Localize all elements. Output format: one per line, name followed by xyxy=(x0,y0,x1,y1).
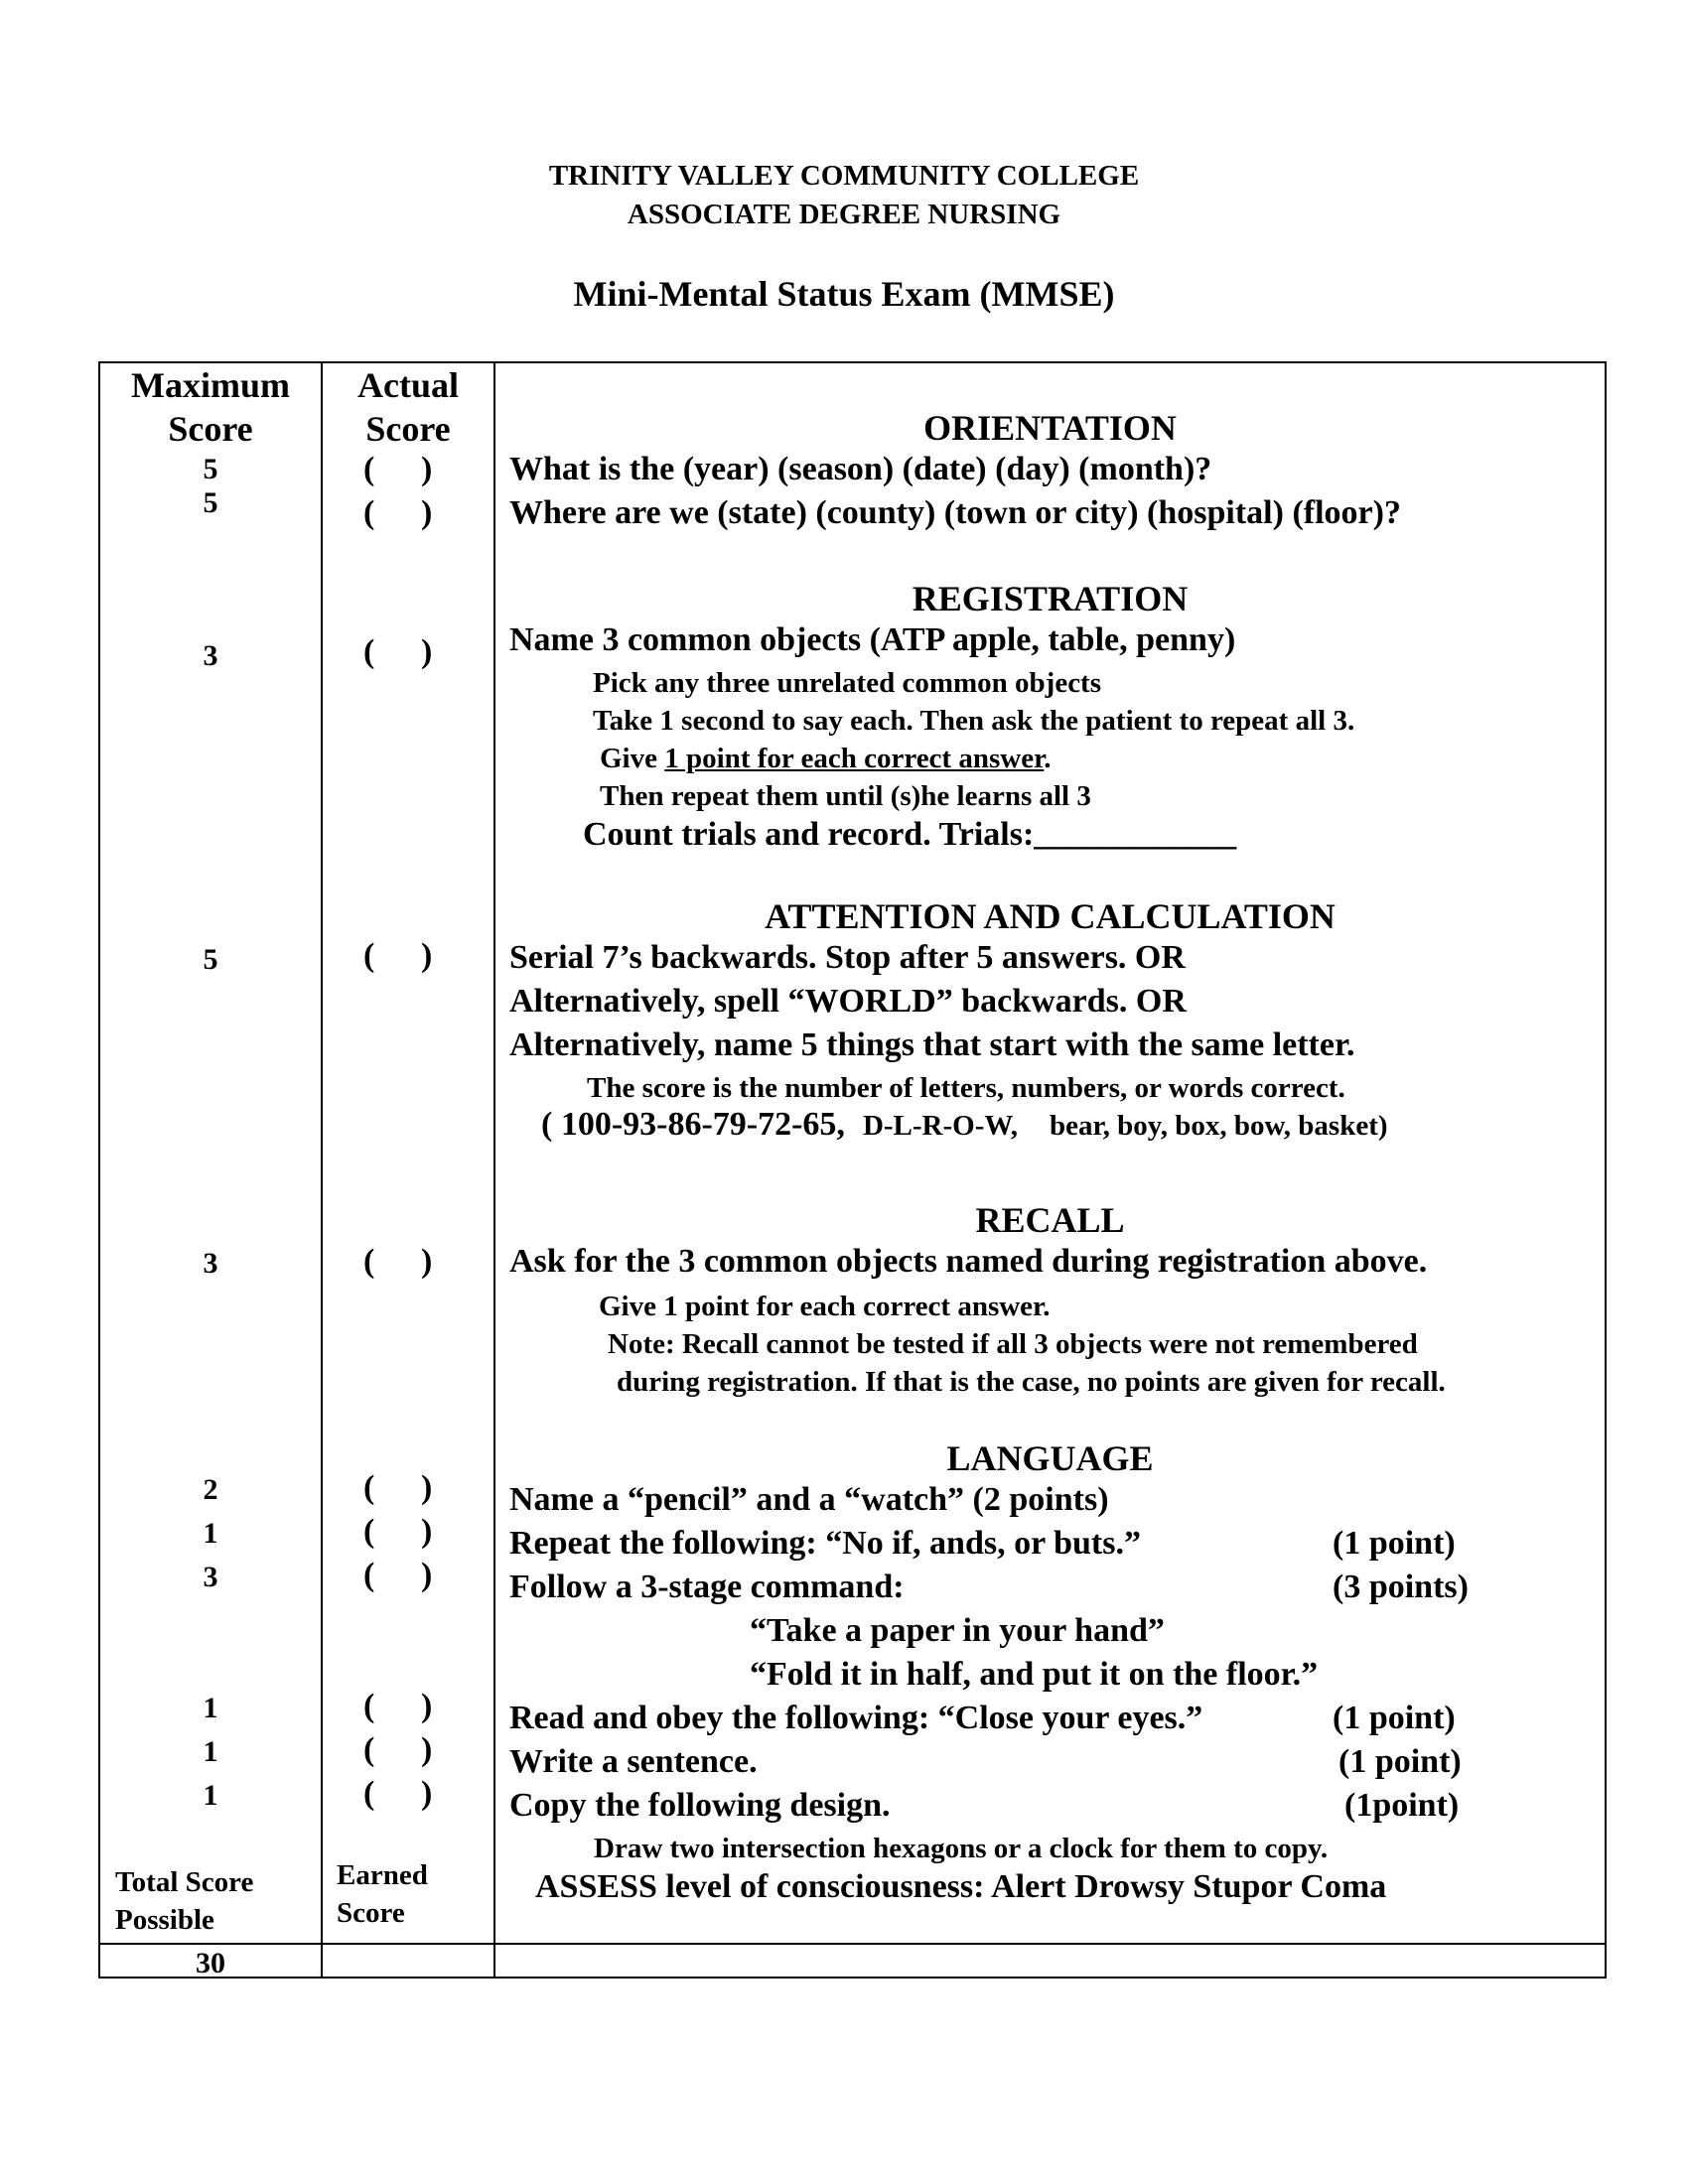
attention-examples xyxy=(541,1106,1388,1144)
language-item-read-obey-points: (1 point) xyxy=(1333,1700,1456,1736)
close-paren: ) xyxy=(421,494,433,531)
page-title: Mini-Mental Status Exam (MMSE) xyxy=(573,274,1115,314)
orientation-q1: What is the (year) (season) (date) (day) (month)? xyxy=(509,451,1212,487)
max-score-orientation-1: 5 xyxy=(203,453,218,485)
earned-score-label-line2: Score xyxy=(337,1897,405,1929)
max-score-language-5: 1 xyxy=(203,1735,218,1768)
recall-main: Ask for the 3 common objects named during registration above. xyxy=(509,1243,1428,1280)
language-heading: LANGUAGE xyxy=(946,1438,1154,1478)
attention-line4: The score is the number of letters, numbers, or words correct. xyxy=(587,1072,1345,1104)
open-paren: ( xyxy=(363,1557,375,1593)
max-score-language-2: 1 xyxy=(203,1517,218,1550)
total-score-value: 30 xyxy=(196,1947,225,1979)
attention-serial7-example: ( 100-93-86-79-72-65, xyxy=(541,1106,845,1143)
assess-consciousness: ASSESS level of consciousness: Alert Drowsy Stupor Coma xyxy=(535,1868,1387,1905)
actual-score-header xyxy=(323,363,493,451)
max-score-language-3: 3 xyxy=(203,1561,218,1593)
max-score-language-1: 2 xyxy=(203,1473,218,1506)
earned-score-field[interactable] xyxy=(323,1945,493,1979)
close-paren: ) xyxy=(421,1469,433,1506)
registration-trials: Count trials and record. Trials:____________ xyxy=(583,816,1237,853)
total-score-label-line2: Possible xyxy=(115,1904,214,1936)
language-item-pencil-watch: Name a “pencil” and a “watch” (2 points) xyxy=(509,1481,1109,1518)
open-paren: ( xyxy=(363,1243,375,1280)
max-score-orientation-2: 5 xyxy=(203,486,218,519)
language-item-command: Follow a 3-stage command: xyxy=(509,1569,905,1605)
program-name: ASSOCIATE DEGREE NURSING xyxy=(627,199,1061,230)
registration-line4: Then repeat them until (s)he learns all 3 xyxy=(600,780,1091,812)
language-item-repeat-points: (1 point) xyxy=(1333,1525,1456,1562)
max-score-language-6: 1 xyxy=(203,1779,218,1812)
language-item-copy: Copy the following design. xyxy=(509,1787,891,1824)
registration-line3 xyxy=(600,743,1052,775)
language-draw-note: Draw two intersection hexagons or a clock for them to copy. xyxy=(594,1833,1329,1864)
total-score-label-line1: Total Score xyxy=(115,1866,254,1898)
orientation-q2: Where are we (state) (county) (town or city) (hospital) (floor)? xyxy=(509,494,1401,531)
language-item-write-points: (1 point) xyxy=(1338,1743,1462,1780)
registration-line3-pre: Give xyxy=(600,743,665,774)
registration-line2: Take 1 second to say each. Then ask the patient to repeat all 3. xyxy=(593,705,1355,737)
attention-heading: ATTENTION AND CALCULATION xyxy=(765,896,1336,936)
language-item-repeat: Repeat the following: “No if, ands, or buts.” xyxy=(509,1525,1141,1562)
max-score-registration: 3 xyxy=(203,639,218,672)
recall-heading: RECALL xyxy=(975,1200,1125,1240)
earned-score-label-line1: Earned xyxy=(337,1859,428,1891)
close-paren: ) xyxy=(421,937,433,974)
open-paren: ( xyxy=(363,494,375,531)
close-paren: ) xyxy=(421,633,433,670)
recall-line2: Note: Recall cannot be tested if all 3 objects were not remembered xyxy=(608,1328,1418,1360)
earned-score-label xyxy=(337,1856,428,1932)
column-divider xyxy=(321,363,323,1977)
language-item-read-obey: Read and obey the following: “Close your eyes.” xyxy=(509,1700,1203,1736)
questions-column xyxy=(495,363,1605,1943)
max-score-attention: 5 xyxy=(203,943,218,976)
actual-score-header-line1: Actual xyxy=(357,365,459,405)
total-score-possible-label xyxy=(115,1863,253,1939)
language-item-command-points: (3 points) xyxy=(1333,1569,1469,1605)
language-item-write: Write a sentence. xyxy=(509,1743,758,1780)
language-command-1: “Take a paper in your hand” xyxy=(750,1612,1165,1649)
open-paren: ( xyxy=(363,1688,375,1724)
recall-line3: during registration. If that is the case, no points are given for recall. xyxy=(617,1366,1446,1398)
close-paren: ) xyxy=(421,1688,433,1724)
orientation-heading: ORIENTATION xyxy=(923,408,1177,448)
language-command-2: “Fold it in half, and put it on the floor.” xyxy=(750,1656,1319,1693)
max-score-header-line2: Score xyxy=(168,409,253,449)
recall-line1: Give 1 point for each correct answer. xyxy=(599,1291,1051,1322)
language-item-copy-points: (1point) xyxy=(1344,1787,1460,1824)
attention-world-example: D-L-R-O-W, xyxy=(862,1110,1018,1142)
registration-line3-post: . xyxy=(1044,743,1052,774)
registration-line3-underlined: 1 point for each correct answer xyxy=(664,743,1045,774)
mmse-table xyxy=(98,361,1607,1979)
open-paren: ( xyxy=(363,1469,375,1506)
attention-line1: Serial 7’s backwards. Stop after 5 answers. OR xyxy=(509,939,1186,976)
close-paren: ) xyxy=(421,1243,433,1280)
college-name: TRINITY VALLEY COMMUNITY COLLEGE xyxy=(548,160,1140,192)
registration-main: Name 3 common objects (ATP apple, table, penny) xyxy=(509,621,1236,658)
open-paren: ( xyxy=(363,633,375,670)
close-paren: ) xyxy=(421,1731,433,1768)
open-paren: ( xyxy=(363,1775,375,1812)
max-score-header-line1: Maximum xyxy=(131,365,290,405)
actual-score-header-line2: Score xyxy=(365,409,451,449)
open-paren: ( xyxy=(363,1731,375,1768)
registration-line1: Pick any three unrelated common objects xyxy=(593,667,1102,699)
max-score-header xyxy=(100,363,321,451)
open-paren: ( xyxy=(363,451,375,487)
close-paren: ) xyxy=(421,1513,433,1550)
close-paren: ) xyxy=(421,1775,433,1812)
attention-line2: Alternatively, spell “WORLD” backwards. OR xyxy=(509,983,1187,1020)
attention-letter-example: bear, boy, box, bow, basket) xyxy=(1049,1110,1388,1142)
registration-heading: REGISTRATION xyxy=(912,579,1189,618)
open-paren: ( xyxy=(363,1513,375,1550)
attention-line3: Alternatively, name 5 things that start with the same letter. xyxy=(509,1026,1355,1063)
close-paren: ) xyxy=(421,451,433,487)
max-score-language-4: 1 xyxy=(203,1692,218,1724)
open-paren: ( xyxy=(363,937,375,974)
max-score-recall: 3 xyxy=(203,1247,218,1280)
close-paren: ) xyxy=(421,1557,433,1593)
